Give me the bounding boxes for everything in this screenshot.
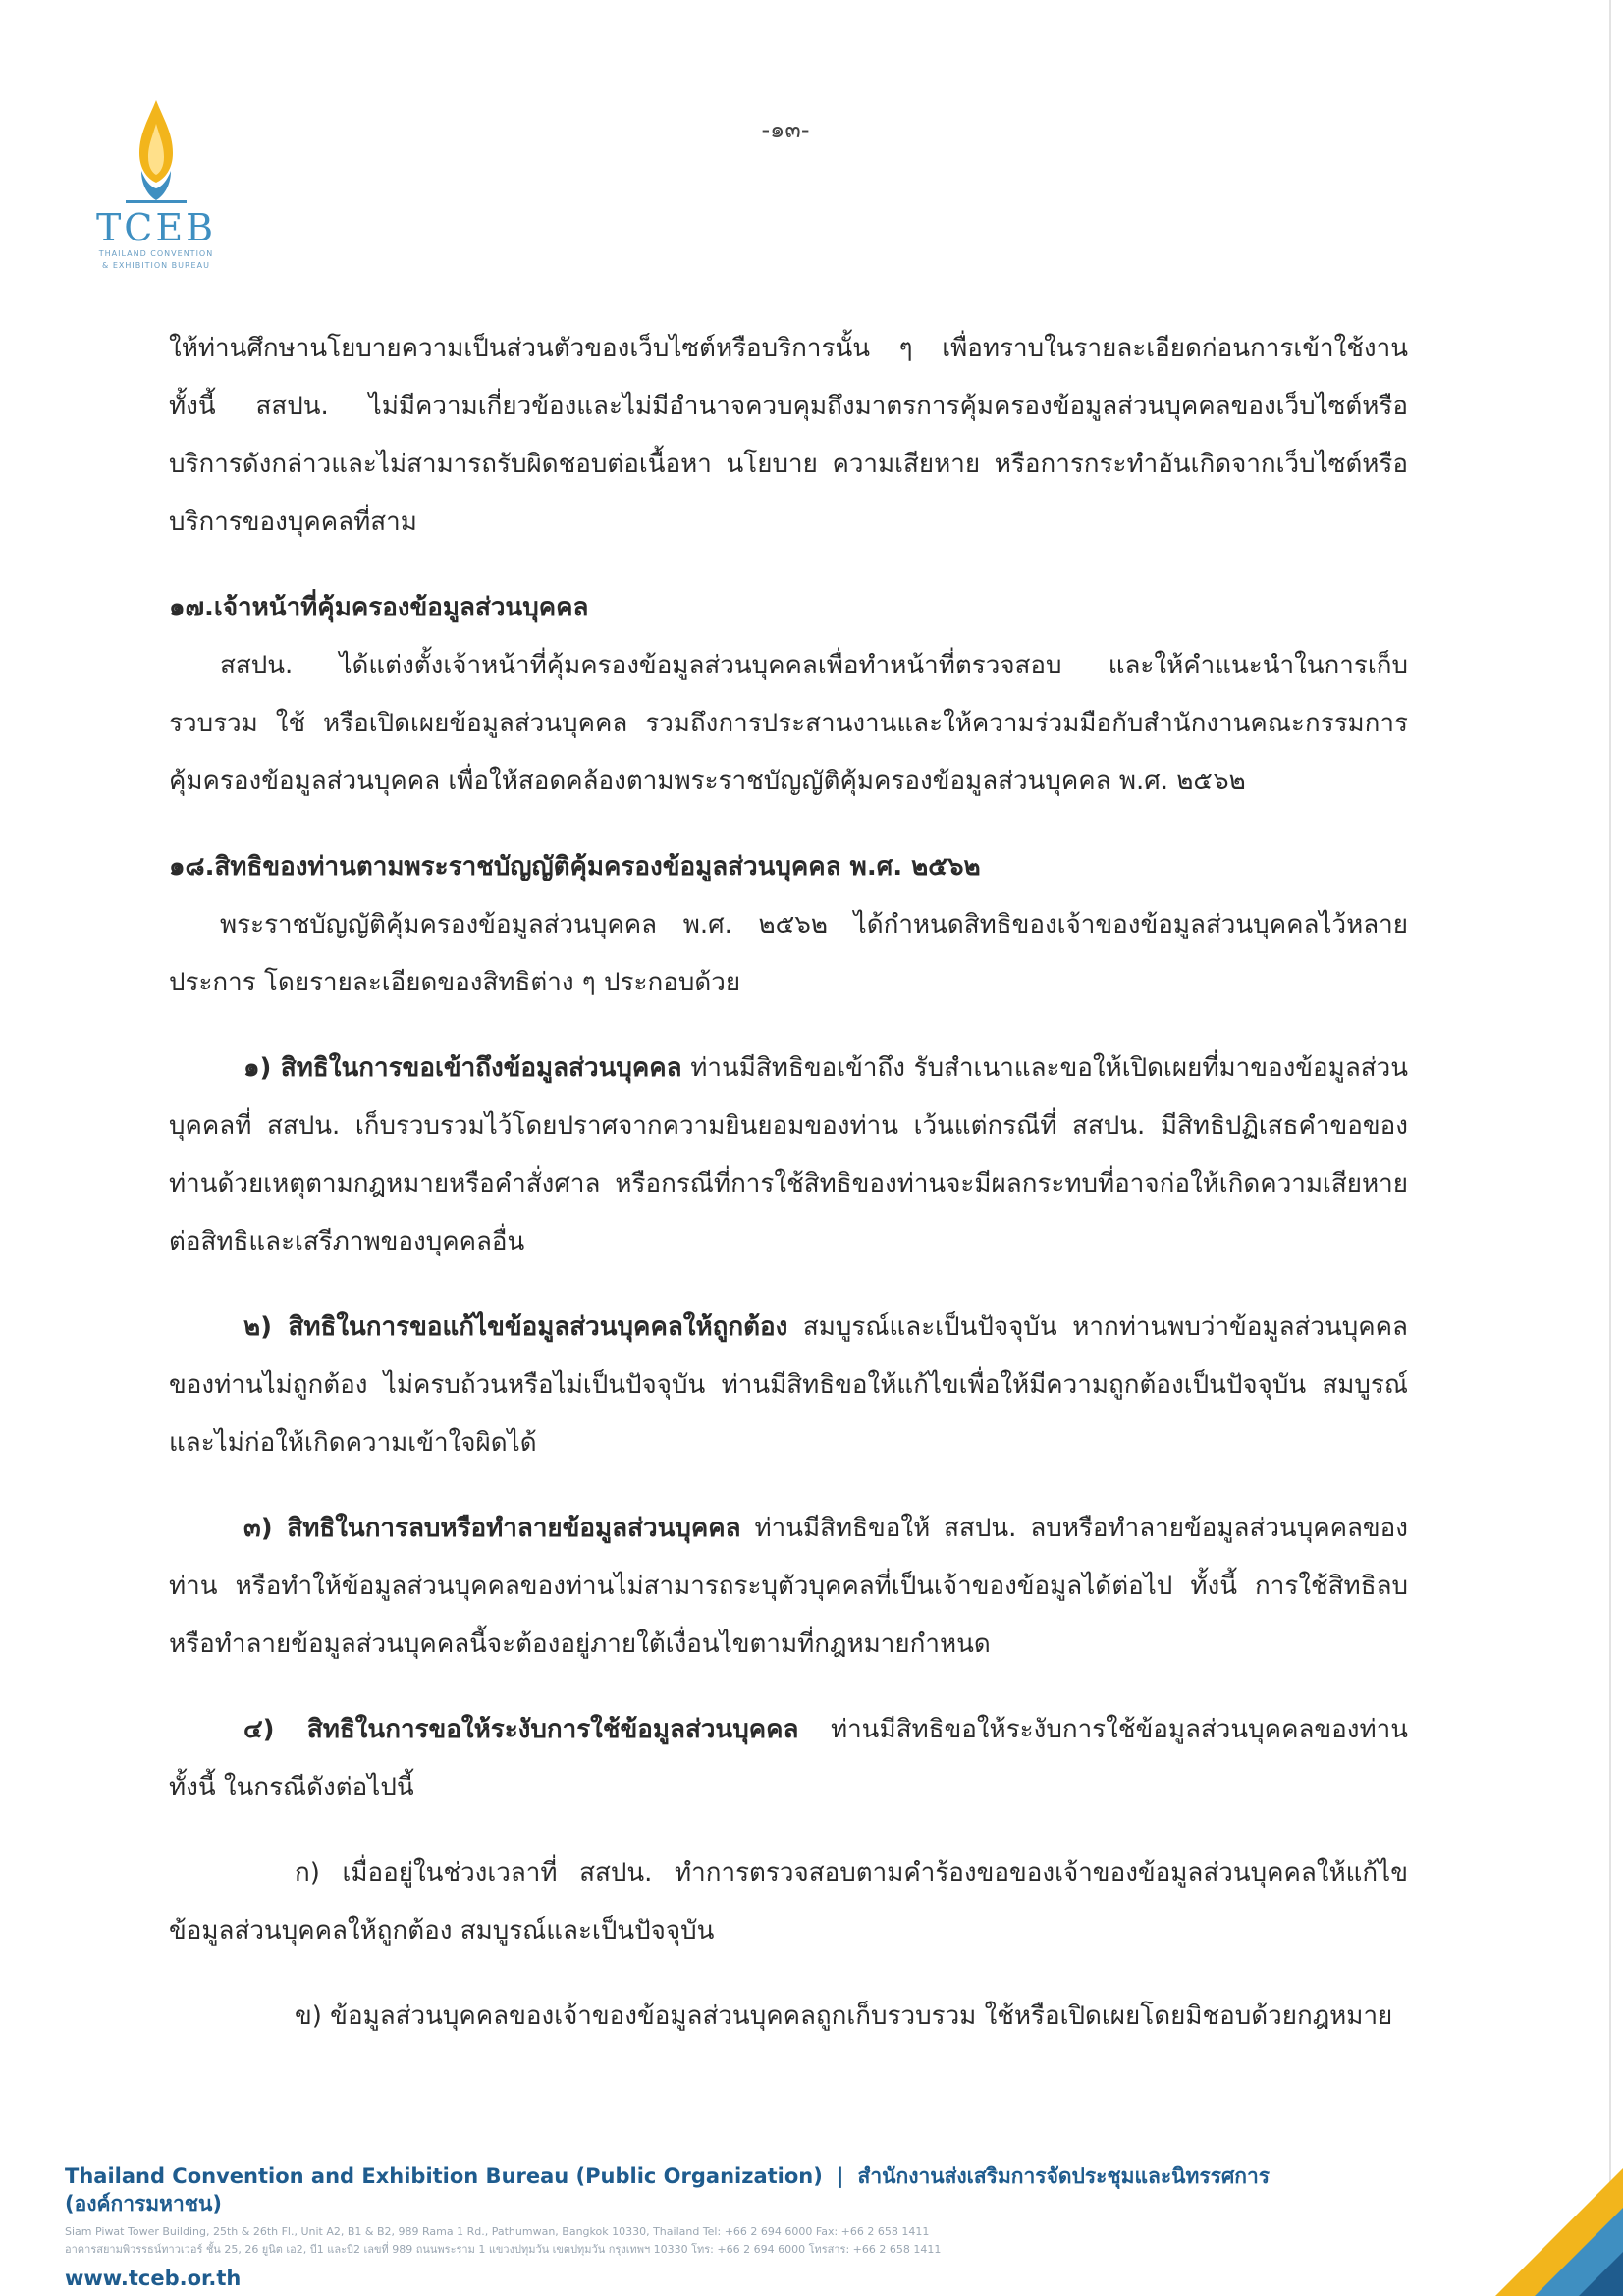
logo-subtext-1: THAILAND CONVENTION [98, 249, 214, 258]
right-4-text: ท่านมีสิทธิขอให้ระงับการใช้ข้อมูลส่วนบุคคลของท่าน ทั้งนี้ ในกรณีดังต่อไปนี้ [169, 1715, 1408, 1802]
section-18-paragraph: พระราชบัญญัติคุ้มครองข้อมูลส่วนบุคคล พ.ศ. ๒๕๖๒ ได้กำหนดสิทธิของเจ้าของข้อมูลส่วนบุคคลไว้หลายประการ โดยรายละเอียดของสิทธิต่าง ๆ ประกอบด้วย [169, 910, 1408, 997]
document-body [169, 320, 1408, 2046]
right-4-paragraph [169, 1701, 1408, 1817]
right-3-title: ๓) สิทธิในการลบหรือทำลายข้อมูลส่วนบุคคล [243, 1514, 741, 1543]
page-edge-line [1609, 0, 1611, 2296]
right-1-paragraph [169, 1040, 1408, 1271]
intro-paragraph: ให้ท่านศึกษานโยบายความเป็นส่วนตัวของเว็บไซต์หรือบริการนั้น ๆ เพื่อทราบในรายละเอียดก่อนการเข้าใช้งาน ทั้งนี้ สสปน. ไม่มีความเกี่ยวข้องและไม่มีอำนาจควบคุมถึงมาตรการคุ้มครองข้อมูลส่วนบุคคลของเว็บไซต์หรือบริการดังกล่าวและไม่สามารถรับผิดชอบต่อเนื้อหา นโยบาย ความเสียหาย หรือการกระทำอันเกิดจากเว็บไซต์หรือบริการของบุคคลที่สาม [169, 334, 1408, 537]
footer-org-th: สำนักงานส่งเสริมการจัดประชุมและนิทรรศการ (องค์การมหาชน) [65, 2164, 1271, 2216]
page-number: -๑๓- [761, 116, 810, 143]
section-17-heading: ๑๗.เจ้าหน้าที่คุ้มครองข้อมูลส่วนบุคคล [169, 593, 589, 622]
right-2-text: สมบูรณ์และเป็นปัจจุบัน หากท่านพบว่าข้อมูลส่วนบุคคลของท่านไม่ถูกต้อง ไม่ครบถ้วนหรือไม่เป็นปัจจุบัน ท่านมีสิทธิขอให้แก้ไขเพื่อให้มีความถูกต้องเป็นปัจจุบัน สมบูรณ์ และไม่ก่อให้เกิดความเข้าใจผิดได้ [169, 1312, 1408, 1458]
logo-subtext-2: & EXHIBITION BUREAU [102, 261, 210, 270]
right-4-title: ๔) สิทธิในการขอให้ระงับการใช้ข้อมูลส่วนบุคคล [243, 1715, 799, 1744]
right-2-title: ๒) สิทธิในการขอแก้ไขข้อมูลส่วนบุคคลให้ถูกต้อง [243, 1312, 788, 1342]
footer-org-en: Thailand Convention and Exhibition Bureau (Public Organization) [65, 2164, 823, 2188]
right-3-text: ท่านมีสิทธิขอให้ สสปน. ลบหรือทำลายข้อมูลส่วนบุคคลของท่าน หรือทำให้ข้อมูลส่วนบุคคลของท่านไม่สามารถระบุตัวบุคคลที่เป็นเจ้าของข้อมูลได้ต่อไป ทั้งนี้ การใช้สิทธิลบหรือทำลายข้อมูลส่วนบุคคลนี้จะต้องอยู่ภายใต้เงื่อนไขตามที่กฎหมายกำหนด [169, 1514, 1408, 1659]
footer-organization [65, 2163, 1341, 2217]
corner-decoration [1495, 2168, 1623, 2296]
right-2-paragraph [169, 1299, 1408, 1472]
logo-wordmark: TCEB [95, 206, 217, 249]
footer-address-th: อาคารสยามพิวรรธน์ทาวเวอร์ ชั้น 25, 26 ยูนิต เอ2, บี1 และบี2 เลขที่ 989 ถนนพระราม 1 แขวงปทุมวัน เขตปทุมวัน กรุงเทพฯ 10330 โทร: +66 2 694 6000 โทรสาร: +66 2 658 1411 [65, 2243, 942, 2256]
footer-separator: | [836, 2164, 844, 2188]
sub-item-b: ข) ข้อมูลส่วนบุคคลของเจ้าของข้อมูลส่วนบุคคลถูกเก็บรวบรวม ใช้หรือเปิดเผยโดยมิชอบด้วยกฎหมาย [295, 2002, 1393, 2031]
right-1-title: ๑) สิทธิในการขอเข้าถึงข้อมูลส่วนบุคคล [243, 1053, 682, 1083]
right-3-paragraph [169, 1500, 1408, 1674]
sub-item-a: ก) เมื่ออยู่ในช่วงเวลาที่ สสปน. ทำการตรวจสอบตามคำร้องขอของเจ้าของข้อมูลส่วนบุคคลให้แก้ไขข้อมูลส่วนบุคคลให้ถูกต้อง สมบูรณ์และเป็นปัจจุบัน [169, 1858, 1408, 1946]
section-17-paragraph: สสปน. ได้แต่งตั้งเจ้าหน้าที่คุ้มครองข้อมูลส่วนบุคคลเพื่อทำหน้าที่ตรวจสอบ และให้คำแนะนำในการเก็บรวบรวม ใช้ หรือเปิดเผยข้อมูลส่วนบุคคล รวมถึงการประสานงานและให้ความร่วมมือกับสำนักงานคณะกรรมการคุ้มครองข้อมูลส่วนบุคคล เพื่อให้สอดคล้องตามพระราชบัญญัติคุ้มครองข้อมูลส่วนบุคคล พ.ศ. ๒๕๖๒ [169, 651, 1408, 796]
right-1-text: ท่านมีสิทธิขอเข้าถึง รับสำเนาและขอให้เปิดเผยที่มาของข้อมูลส่วนบุคคลที่ สสปน. เก็บรวบรวมไว้โดยปราศจากความยินยอมของท่าน เว้นแต่กรณีที่ สสปน. มีสิทธิปฏิเสธคำขอของท่านด้วยเหตุตามกฎหมายหรือคำสั่งศาล หรือกรณีที่การใช้สิทธิของท่านจะมีผลกระทบที่อาจก่อให้เกิดความเสียหายต่อสิทธิและเสรีภาพของบุคคลอื่น [169, 1053, 1408, 1256]
section-18-heading: ๑๘.สิทธิของท่านตามพระราชบัญญัติคุ้มครองข้อมูลส่วนบุคคล พ.ศ. ๒๕๖๒ [169, 852, 981, 881]
footer-website-link[interactable]: www.tceb.or.th [65, 2267, 242, 2290]
footer-address-en: Siam Piwat Tower Building, 25th & 26th Fl., Unit A2, B1 & B2, 989 Rama 1 Rd., Pathumwan, Bangkok 10330, Thailand Tel: +66 2 694 6000 Fax: +66 2 658 1411 [65, 2225, 930, 2238]
page-footer [65, 2163, 1341, 2292]
